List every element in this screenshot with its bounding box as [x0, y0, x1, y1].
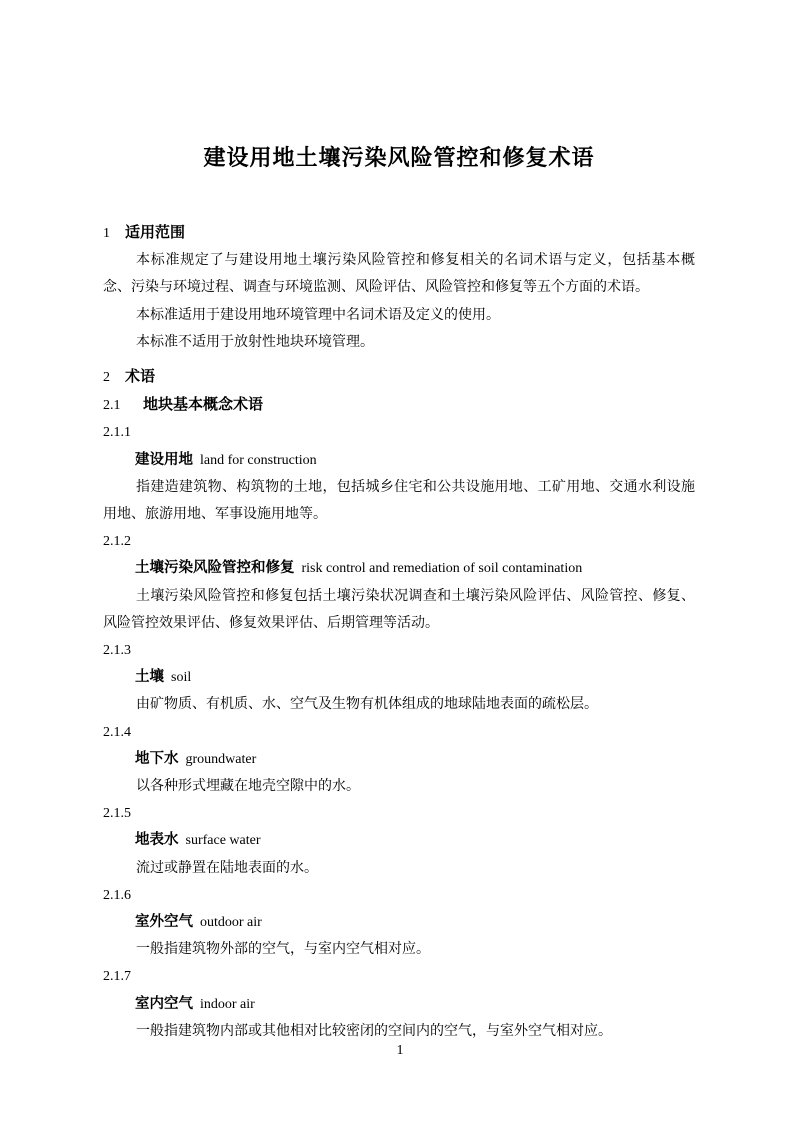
section-1-heading-label: 适用范围 [125, 224, 186, 241]
term-definition: 指建造建筑物、构筑物的土地，包括城乡住宅和公共设施用地、工矿用地、交通水利设施用地、旅游用地、军事设施用地等。 [103, 479, 695, 523]
scope-paragraph-2: 本标准适用于建设用地环境管理中名词术语及定义的使用。 [136, 307, 500, 323]
page-number: 1 [396, 1043, 404, 1058]
term-number: 2.1.1 [103, 425, 131, 441]
term-en: risk control and remediation of soil contamination [301, 561, 583, 577]
term-title [103, 555, 695, 582]
term-en: surface water [185, 833, 261, 849]
term-definition: 流过或静置在陆地表面的水。 [136, 860, 318, 876]
term-number: 2.1.3 [103, 643, 131, 659]
term-zh: 室内空气 [135, 995, 193, 1012]
term-title [103, 746, 695, 773]
term-number: 2.1.2 [103, 534, 131, 550]
section-1-number: 1 [103, 226, 110, 241]
subsection-2-1-heading-label: 地块基本概念术语 [143, 396, 264, 414]
section-2-heading-label: 术语 [125, 368, 156, 386]
term-zh: 室外空气 [135, 914, 193, 931]
section-1-heading [103, 219, 695, 247]
subsection-2-1-number: 2.1 [103, 398, 121, 414]
term-en: outdoor air [200, 915, 262, 931]
term-en: soil [171, 670, 192, 686]
term-title [103, 909, 695, 936]
term-title [103, 447, 695, 474]
term-title [103, 664, 695, 691]
term-definition: 土壤污染风险管控和修复包括土壤污染状况调查和土壤污染风险评估、风险管控、修复、风险管控效果评估、修复效果评估、后期管理等活动。 [103, 588, 695, 631]
document-title: 建设用地土壤污染风险管控和修复术语 [203, 145, 595, 170]
term-zh: 土壤污染风险管控和修复 [135, 560, 295, 577]
term-en: groundwater [185, 751, 257, 767]
term-definition: 一般指建筑物外部的空气，与室内空气相对应。 [136, 942, 430, 958]
term-definition: 一般指建筑物内部或其他相对比较密闭的空间内的空气，与室外空气相对应。 [136, 1023, 612, 1039]
term-definition: 以各种形式埋藏在地壳空隙中的水。 [136, 779, 360, 795]
term-title [103, 827, 695, 854]
subsection-2-1-heading [103, 391, 695, 419]
term-zh: 地下水 [135, 750, 179, 767]
term-zh: 地表水 [135, 832, 179, 849]
scope-paragraph-1: 本标准规定了与建设用地土壤污染风险管控和修复相关的名词术语与定义，包括基本概念、污染与环境过程、调查与环境监测、风险评估、风险管控和修复等五个方面的术语。 [103, 253, 695, 296]
term-zh: 土壤 [135, 669, 164, 686]
section-2-number: 2 [103, 370, 110, 386]
term-number: 2.1.4 [103, 724, 131, 740]
section-2-heading [103, 363, 695, 391]
term-definition: 由矿物质、有机质、水、空气及生物有机体组成的地球陆地表面的疏松层。 [136, 697, 598, 713]
term-zh: 建设用地 [135, 451, 193, 468]
term-number: 2.1.6 [103, 887, 131, 903]
term-number: 2.1.5 [103, 806, 131, 822]
term-en: land for construction [200, 452, 317, 468]
scope-paragraph-3: 本标准不适用于放射性地块环境管理。 [136, 334, 374, 350]
term-title [103, 991, 695, 1018]
term-en: indoor air [200, 996, 255, 1012]
term-number: 2.1.7 [103, 969, 131, 985]
